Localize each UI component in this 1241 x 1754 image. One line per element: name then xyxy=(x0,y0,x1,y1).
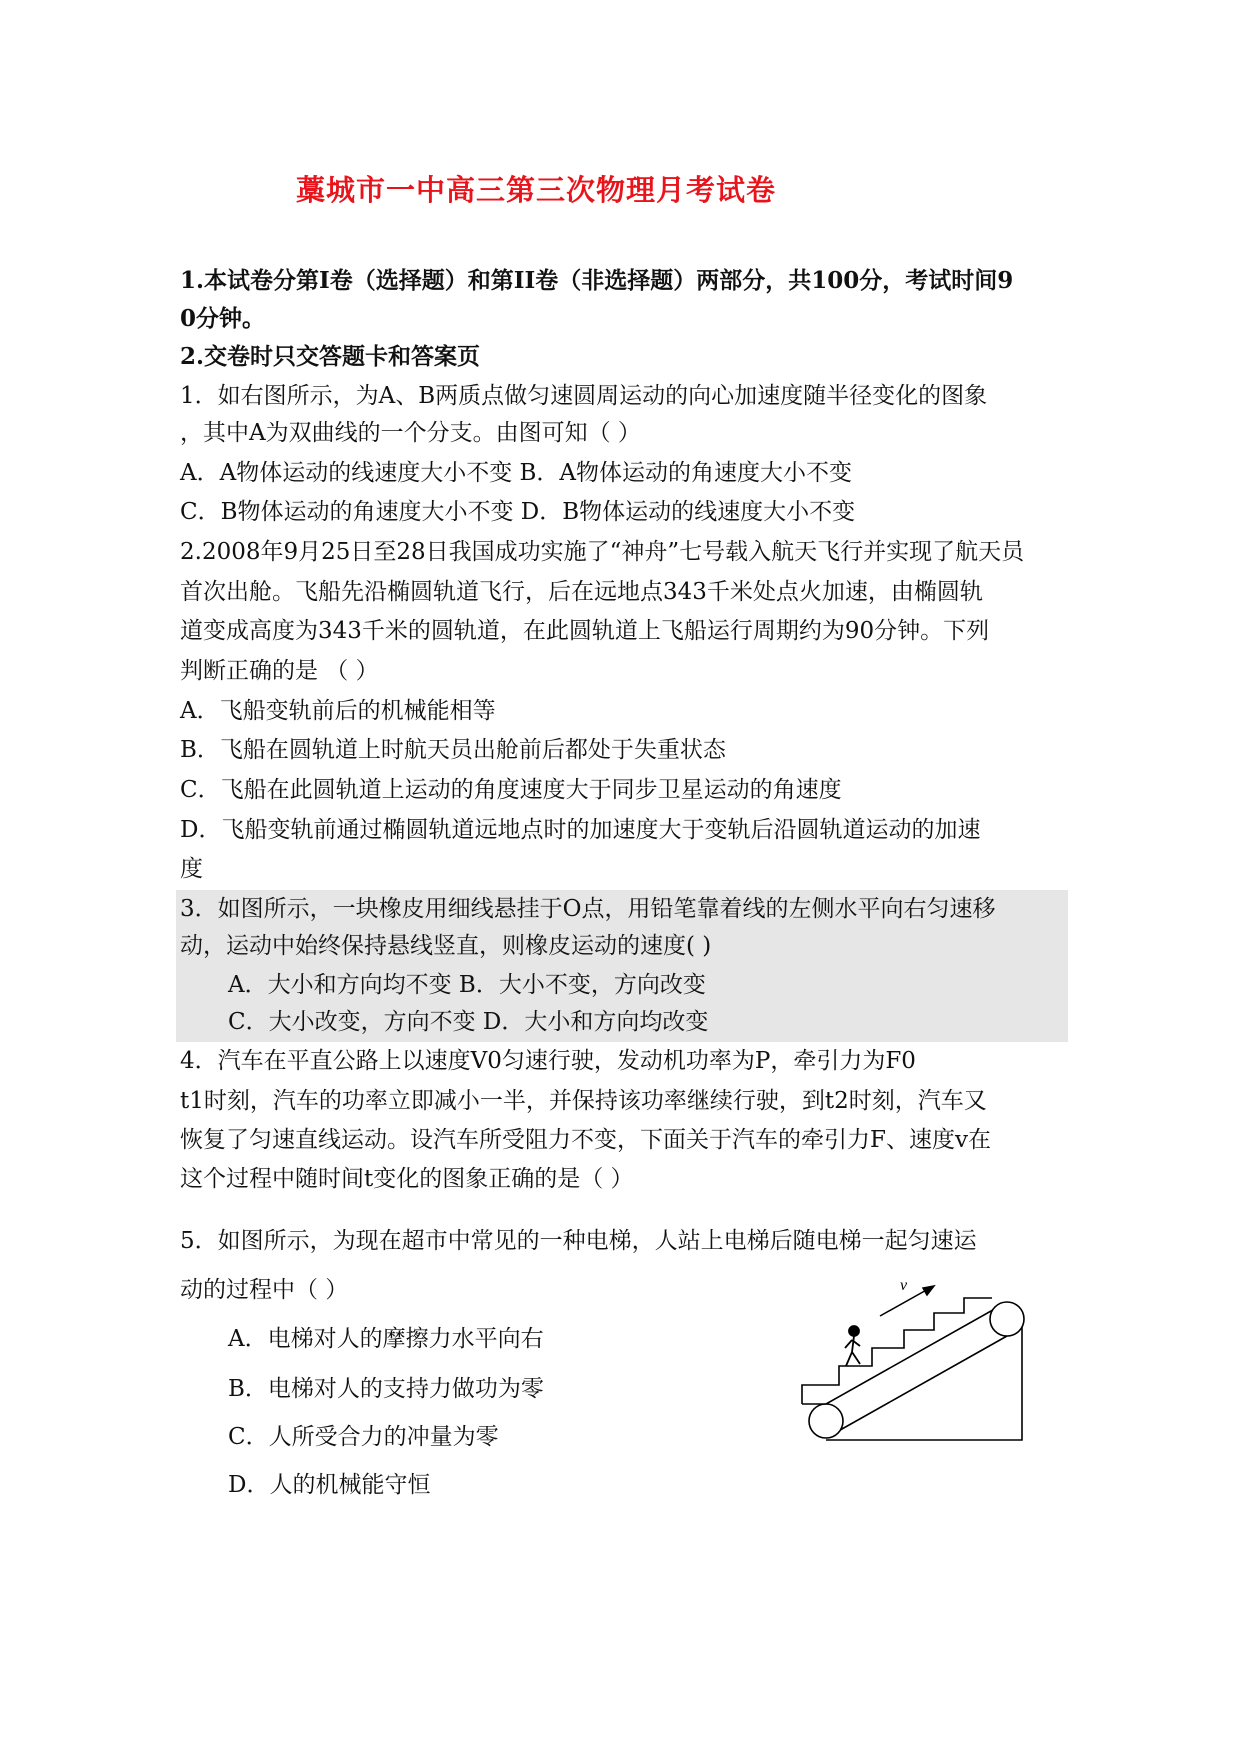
q1-options-2: C．B物体运动的角速度大小不变 D．B物体运动的线速度大小不变 xyxy=(180,499,856,525)
q2-stem-3: 道变成高度为343千米的圆轨道，在此圆轨道上飞船运行周期约为90分钟。下列 xyxy=(180,618,990,644)
q5-stem-1: 5．如图所示，为现在超市中常见的一种电梯，人站上电梯后随电梯一起匀速运 xyxy=(180,1228,977,1254)
q3-options-2: C．大小改变，方向不变 D．大小和方向均改变 xyxy=(228,1009,709,1035)
q2-stem-4: 判断正确的是 （ ） xyxy=(180,658,379,684)
q5-stem-2: 动的过程中（ ） xyxy=(180,1277,349,1303)
q2-stem-1: 2.2008年9月25日至28日我国成功实施了“神舟”七号载入航天飞行并实现了航天员 xyxy=(180,539,1025,565)
q5-option-c: C．人所受合力的冲量为零 xyxy=(228,1424,499,1450)
q2-option-d-cont: 度 xyxy=(180,856,203,882)
person-icon xyxy=(845,1326,860,1366)
q2-option-a: A．飞船变轨前后的机械能相等 xyxy=(180,698,496,724)
q2-option-c: C．飞船在此圆轨道上运动的角度速度大于同步卫星运动的角速度 xyxy=(180,777,842,803)
q2-option-d: D．飞船变轨前通过椭圆轨道远地点时的加速度大于变轨后沿圆轨道运动的加速 xyxy=(180,817,981,843)
escalator-figure xyxy=(792,1278,1032,1460)
note-line-3: 2.交卷时只交答题卡和答案页 xyxy=(180,343,481,370)
q3-stem-1: 3．如图所示，一块橡皮用细线悬挂于O点，用铅笔靠着线的左侧水平向右匀速移 xyxy=(180,896,996,922)
note-line-2: 0分钟。 xyxy=(180,305,266,332)
velocity-label: v xyxy=(900,1278,908,1294)
q4-stem-2: t1时刻，汽车的功率立即减小一半，并保持该功率继续行驶，到t2时刻，汽车又 xyxy=(180,1088,987,1114)
q2-option-b: B．飞船在圆轨道上时航天员出舱前后都处于失重状态 xyxy=(180,737,726,763)
q3-stem-2: 动，运动中始终保持悬线竖直，则橡皮运动的速度( ) xyxy=(180,933,712,959)
page-title: 藁城市一中高三第三次物理月考试卷 xyxy=(296,173,777,207)
q4-stem-3: 恢复了匀速直线运动。设汽车所受阻力不变，下面关于汽车的牵引力F、速度v在 xyxy=(180,1127,991,1153)
q5-option-b: B．电梯对人的支持力做功为零 xyxy=(228,1376,544,1402)
q1-stem-2: ，其中A为双曲线的一个分支。由图可知（ ） xyxy=(180,420,641,446)
q4-stem-1: 4．汽车在平直公路上以速度V0匀速行驶，发动机功率为P，牵引力为F0 xyxy=(180,1048,916,1074)
q5-option-a: A．电梯对人的摩擦力水平向右 xyxy=(228,1326,544,1352)
note-line-1: 1.本试卷分第I卷（选择题）和第II卷（非选择题）两部分，共100分，考试时间9 xyxy=(180,267,1014,294)
q2-stem-2: 首次出舱。飞船先沿椭圆轨道飞行，后在远地点343千米处点火加速，由椭圆轨 xyxy=(180,579,983,605)
q1-stem-1: 1．如右图所示，为A、B两质点做匀速圆周运动的向心加速度随半径变化的图象 xyxy=(180,383,988,409)
q1-options-1: A．A物体运动的线速度大小不变 B．A物体运动的角速度大小不变 xyxy=(180,460,853,486)
q3-options-1: A．大小和方向均不变 B．大小不变，方向改变 xyxy=(228,972,706,998)
q4-stem-4: 这个过程中随时间t变化的图象正确的是（ ） xyxy=(180,1166,634,1192)
q5-option-d: D．人的机械能守恒 xyxy=(228,1472,431,1498)
